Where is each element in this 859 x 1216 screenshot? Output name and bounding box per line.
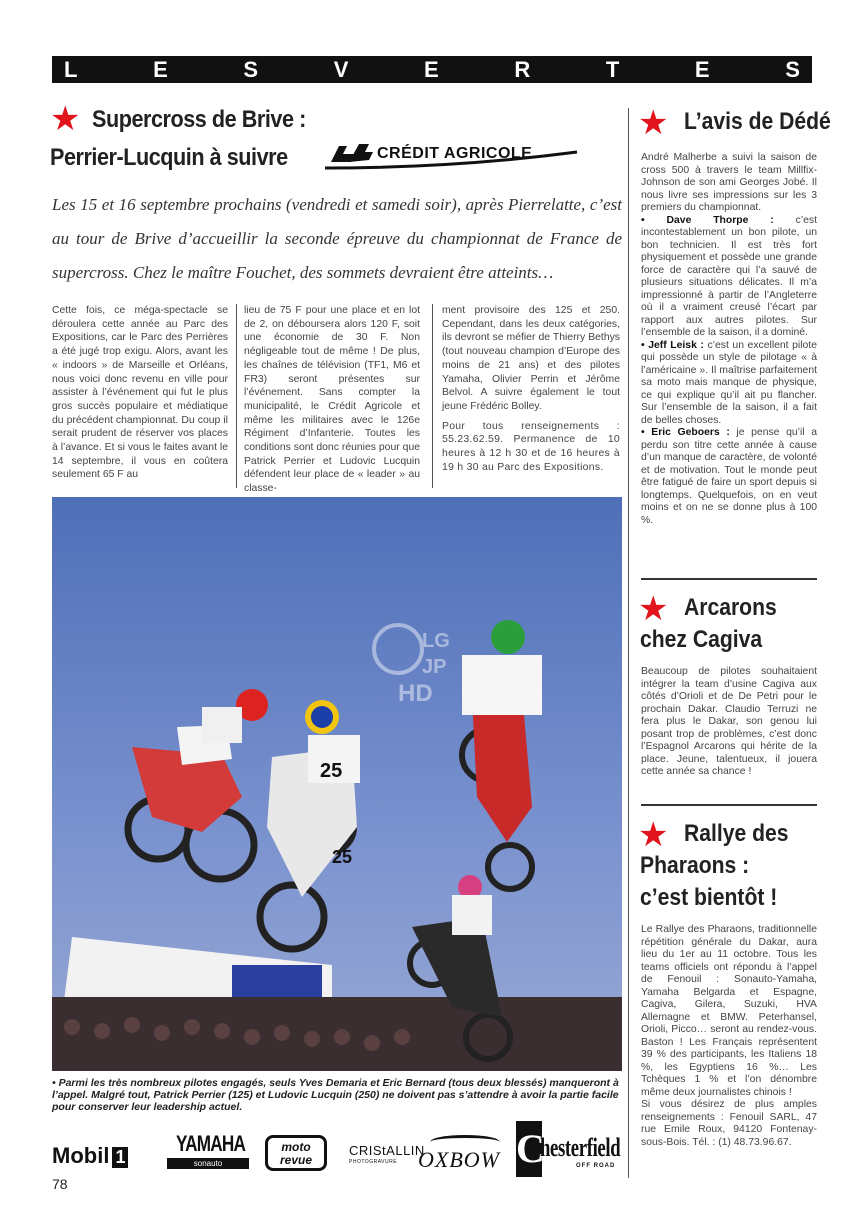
moto-revue-line-1: moto	[281, 1140, 311, 1154]
article-lead: Les 15 et 16 septembre prochains (vendredi et samedi soir), après Pierrelatte, c’est au tour de Brive d’accueillir la seconde épreuve du championnat de France de supercross. Chez le maître Fouchet, des sommets devraient être atteints…	[52, 195, 622, 282]
yamaha-text: YAMAHA	[176, 1131, 246, 1156]
rider-opinion: c’est incontestablement un bon pilote, un bon technicien. Il est très fort physiquement et possède une grande force de caractère qui l’a sauvé de plusieurs situations délicates. Il m’a impressionné à partir de l’Angleterre où il a vraiment creusé l’écart par rapport aux autres pilotes. Sur l’ensemble de la saison, il a dominé.	[641, 214, 817, 338]
dede-intro: André Malherbe a suivi la saison de cross 500 à travers le team Millfix-Johnson de son ami Georges Jobé. Il nous livre ses impressions sur les 3 premiers du championnat.	[641, 152, 817, 213]
mobil-logo	[52, 1143, 128, 1169]
rider-name: • Eric Geboers :	[641, 427, 730, 438]
photo-caption: • Parmi les très nombreux pilotes engagés, seuls Yves Demaria et Eric Bernard (tous deux blessés) manqueront à l’appel. Malgré tout, Patrick Perrier (125) et Ludovic Lucquin (250) ne doivent pas s’attendre à avoir la partie facile pour conserver leur leadership actuel.	[52, 1077, 619, 1113]
banner-letter: E	[424, 56, 439, 82]
supercross-photo	[52, 497, 622, 1071]
dede-item	[641, 340, 817, 428]
banner-letter: R	[514, 56, 531, 82]
cristallin-text: CRIStALLIN	[349, 1143, 425, 1158]
info-paragraph: Pour tous renseignements : 55.23.62.59. Permanence de 10 heures à 12 h 30 et de 16 heures à 19 h 30 au Parc des Expositions.	[442, 420, 620, 473]
banner-letter: S	[785, 56, 800, 82]
watermark-text: LG	[422, 630, 450, 652]
rallye-paragraph: Le Rallye des Pharaons, traditionnelle répétition générale du Dakar, aura lieu du 1er au 11 octobre. Tous les teams officiels ont répondu à l’appel de Fenouil : Sonauto-Yamaha, Yamaha Belgarda et Espagne, Cagiva, Gilera, Suzuki, HVA Allemagne et BMW. Peterhansel, Orioli, Picco… seront au rendez-vous. Baston ! Les Français représentent 39 % des participants, les Italiens 18 %, les Egyptiens 16 %… Les Tchèques 1 % et l’on dénombre même deux journalistes chinois !	[641, 924, 817, 1098]
headline-line-2: Perrier-Lucquin à suivre	[50, 144, 288, 171]
cristallin-logo	[349, 1143, 425, 1165]
yamaha-subtitle: sonauto	[167, 1158, 249, 1169]
bib-number: 25	[332, 847, 353, 867]
sidebar-divider-line	[641, 578, 817, 580]
chesterfield-subtitle: OFF ROAD	[576, 1163, 616, 1169]
sidebar-title-arcarons-1: Arcarons	[684, 594, 777, 621]
body-column-3-paragraph: ment provisoire des 125 et 250. Cependant, dans les deux catégories, ils devront se méfier de Thierry Bethys (tout nouveau champion d’Europe des moins de 21 ans) et des pilotes Yamaha, Olivier Perrin et Jérôme Belvol. A suivre également le tout jeune Frédéric Bolley.	[442, 305, 620, 412]
credit-agricole-text: CRÉDIT AGRICOLE	[377, 145, 533, 162]
sidebar-title-rallye-2: Pharaons :	[640, 852, 750, 879]
moto-revue-logo	[265, 1135, 327, 1171]
banner-letter: T	[605, 56, 620, 82]
cristallin-subtitle: PHOTOGRAVURE	[349, 1159, 398, 1165]
banner-letter: L	[64, 56, 78, 82]
rallye-contact: Si vous désirez de plus amples renseignements : Fenouil SARL, 47 rue Emile Roux, 94120 Fontenay-sous-Bois. Tél. : (1) 48.73.96.67.	[641, 1099, 817, 1148]
moto-revue-line-2: revue	[279, 1153, 313, 1167]
credit-agricole-logo	[325, 138, 580, 178]
body-column-1: Cette fois, ce méga-spectacle se déroulera cette année au Parc des Expositions, car le Parc des Perrières a été jugé trop exigu. Alors, avant les « indoors » de Marseille et Orléans, nous voici donc revenu en ville pour assister à l’événement qui fut le plus gros succès populaire et médiatique du précédent championnat. Du coup il serait prudent de réserver vos places à l’avance. Et si vous le faites avant le 14 septembre, il vous en coûtera seulement 65 F au	[52, 305, 228, 481]
banner-letter: S	[243, 56, 259, 82]
oxbow-logo: OXBOW	[418, 1147, 500, 1172]
rider-name: • Dave Thorpe :	[641, 214, 774, 226]
dede-item	[641, 427, 817, 527]
bib-number: 25	[320, 760, 343, 782]
sidebar-divider	[628, 108, 629, 1178]
sidebar-title-arcarons-2: chez Cagiva	[640, 626, 763, 653]
yamaha-logo	[167, 1131, 249, 1169]
sidebar-text-arcarons: Beaucoup de pilotes souhaitaient intégrer la team d’usine Cagiva aux côtés d’Orioli et de De Petri pour le prochain Dakar. Claudio Terruzi ne fera plus le Dakar, son genou lui posant trop de problèmes, c’est donc l’Espagnol Arcarons qui hérite de la place. Jeune, talentueux, il jouera cette année sa chance !	[641, 666, 817, 777]
watermark-text: HD	[398, 680, 433, 707]
star-icon: ★	[638, 590, 669, 628]
sidebar-title-rallye-1: Rallye des	[684, 820, 789, 847]
body-column-3	[442, 304, 620, 474]
chesterfield-text: hesterfield	[540, 1133, 621, 1162]
banner-letter: E	[694, 56, 710, 82]
rider-opinion: je pense qu’il a perdu son titre cette année à cause d’un manque de caractère, de volonté et de motivation. Tout le monde peut être fatigué de faire un sport depuis si longtemps. Quelquefois, on en veut moins et on ne se donne plus à 100 %.	[641, 427, 817, 526]
column-divider	[432, 304, 433, 488]
section-banner	[52, 56, 812, 83]
headline-line-1: Supercross de Brive :	[92, 106, 306, 133]
banner-letter: V	[333, 56, 349, 82]
watermark-text: JP	[422, 656, 447, 678]
chesterfield-logo	[516, 1121, 622, 1177]
sidebar-text-rallye	[641, 924, 817, 1149]
star-icon: ★	[638, 816, 669, 854]
mobil-text: Mobil	[52, 1143, 110, 1168]
banner-letter: E	[153, 56, 168, 82]
rider-name: • Jeff Leisk :	[641, 339, 704, 351]
star-icon: ★	[50, 100, 81, 138]
sidebar-title-rallye-3: c’est bientôt !	[640, 884, 778, 911]
sidebar-text-dede	[641, 152, 817, 527]
dede-item	[641, 215, 817, 340]
column-divider	[236, 304, 237, 488]
mobil-one-badge: 1	[112, 1147, 128, 1168]
rider-opinion: c’est un excellent pilote qui possède un style de pilotage « à l’américaine ». Il maîtrise parfaitement sa moto mais manque de physique, ce qui explique qu’il ait pu flancher. Sur l’ensemble de la saison, il a fait de belles choses.	[641, 339, 817, 426]
sidebar-divider-line	[641, 804, 817, 806]
sidebar-title-dede: L’avis de Dédé	[684, 108, 831, 135]
body-column-2: lieu de 75 F pour une place et en lot de 2, on déboursera alors 120 F, soit une économie de 30 F. Non négligeable tout de même ! De plus, les chaînes de télévision (TF1, M6 et FR3) seront présentes sur l’événement. Sans compter la municipalité, le Crédit Agricole et même les militaires avec le 126e Régiment d’Infanterie. Toutes les conditions sont donc réunies pour que Patrick Perrier et Ludovic Lucquin défendent leur place de « leader » au classe-	[244, 305, 420, 495]
sponsor-strip	[52, 1125, 622, 1175]
page-number: 78	[52, 1176, 68, 1192]
star-icon: ★	[638, 104, 669, 142]
chesterfield-initial: C	[516, 1121, 542, 1177]
